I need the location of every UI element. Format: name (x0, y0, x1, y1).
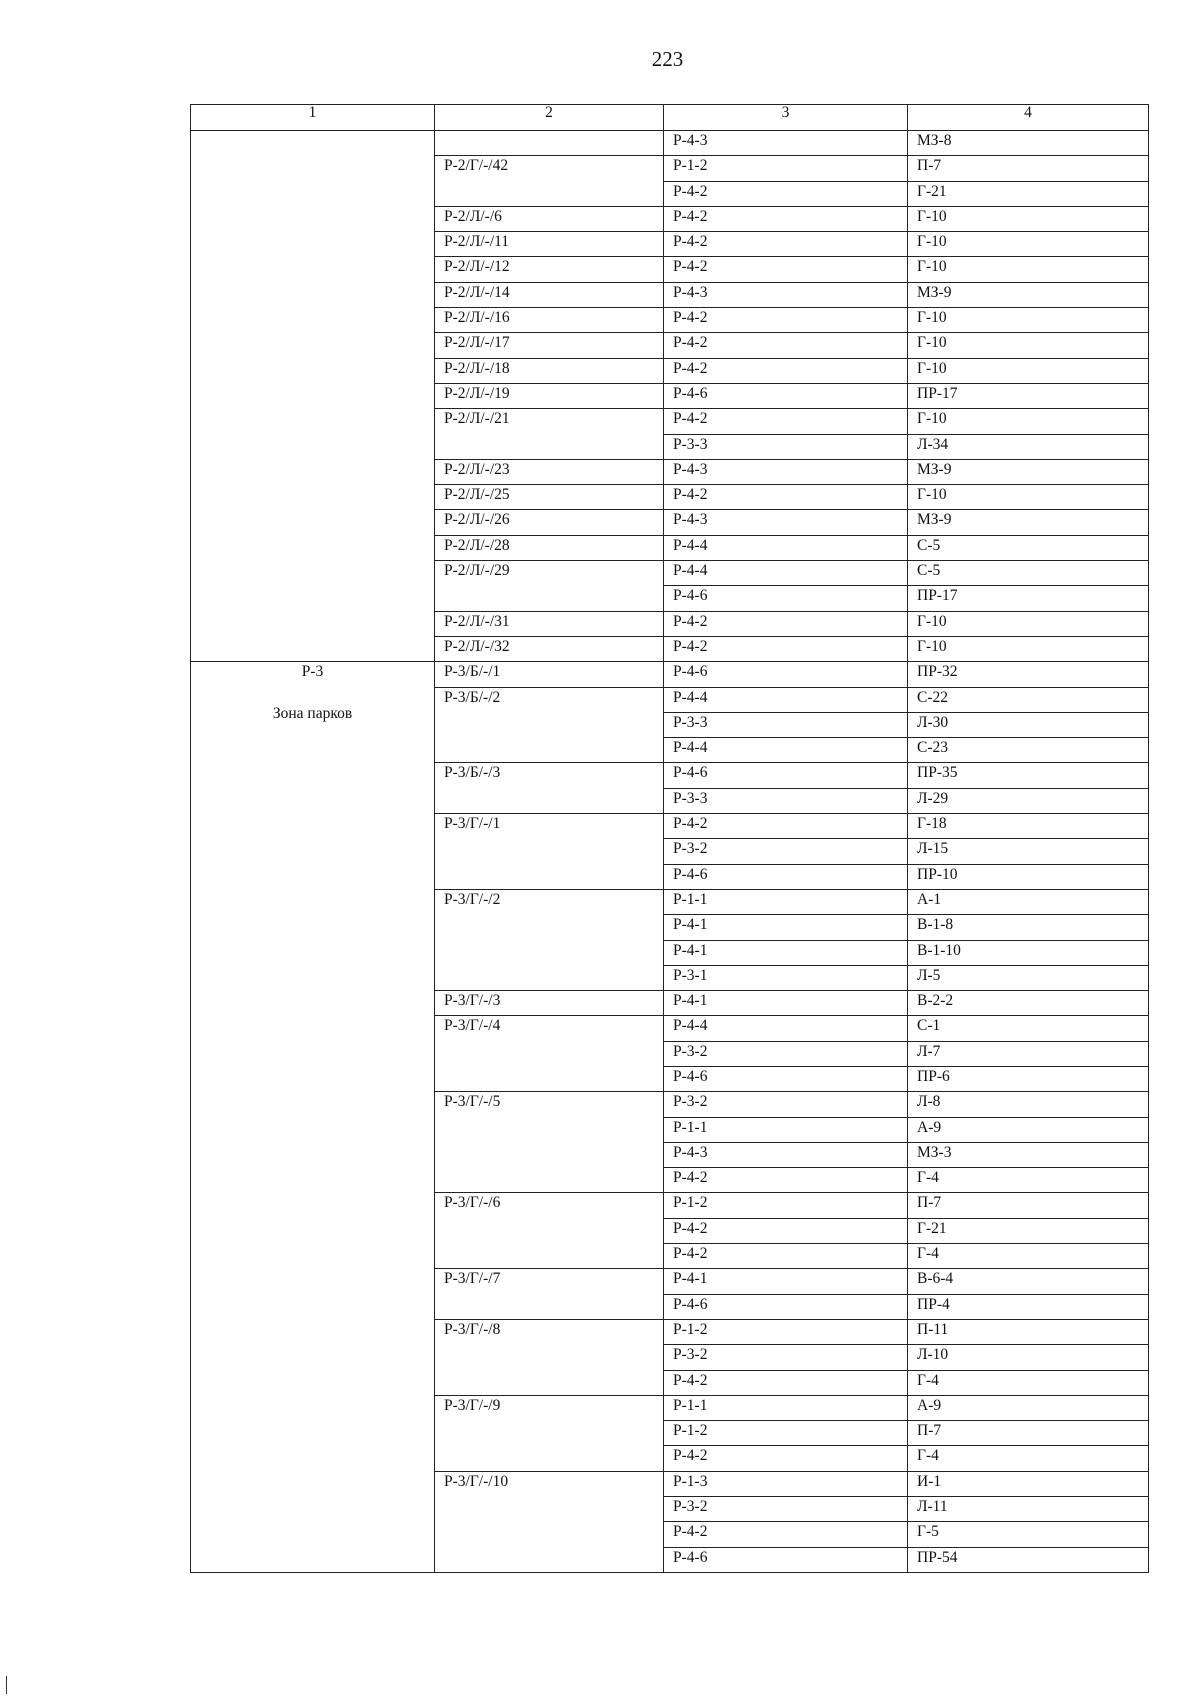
reference-code-cell: ПР-35 (908, 763, 1149, 788)
subzone-code-cell: Р-2/Л/-/16 (435, 308, 664, 333)
table-body (191, 131, 1149, 1573)
use-code-cell: Р-4-2 (664, 611, 908, 636)
use-code-cell: Р-4-6 (664, 864, 908, 889)
table-row (191, 662, 1149, 687)
reference-code-cell: Г-18 (908, 814, 1149, 839)
page-number: 223 (651, 47, 684, 71)
zone-name: Зона парков (272, 704, 353, 722)
use-code-cell: Р-4-2 (664, 257, 908, 282)
reference-code-cell: В-6-4 (908, 1269, 1149, 1294)
use-code-cell: Р-4-2 (664, 1168, 908, 1193)
subzone-code-cell: Р-3/Г/-/10 (435, 1471, 664, 1572)
reference-code-cell: ПР-32 (908, 662, 1149, 687)
reference-code-cell: В-1-8 (908, 915, 1149, 940)
reference-code-cell: Г-10 (908, 206, 1149, 231)
use-code-cell: Р-4-6 (664, 1066, 908, 1091)
reference-code-cell: П-7 (908, 156, 1149, 181)
reference-code-cell: МЗ-9 (908, 459, 1149, 484)
zone-cell (191, 662, 435, 1573)
subzone-code-cell: Р-2/Л/-/26 (435, 510, 664, 535)
use-code-cell: Р-4-2 (664, 1218, 908, 1243)
reference-code-cell: Г-4 (908, 1370, 1149, 1395)
reference-code-cell: Г-10 (908, 485, 1149, 510)
subzone-code-cell: Р-3/Б/-/2 (435, 687, 664, 763)
use-code-cell: Р-1-1 (664, 889, 908, 914)
subzone-code-cell: Р-2/Л/-/28 (435, 535, 664, 560)
use-code-cell: Р-4-6 (664, 662, 908, 687)
use-code-cell: Р-4-2 (664, 308, 908, 333)
use-code-cell: Р-4-2 (664, 333, 908, 358)
reference-code-cell: И-1 (908, 1471, 1149, 1496)
reference-code-cell: ПР-54 (908, 1547, 1149, 1572)
reference-code-cell: В-2-2 (908, 991, 1149, 1016)
reference-code-cell: МЗ-8 (908, 131, 1149, 156)
use-code-cell: Р-4-3 (664, 282, 908, 307)
reference-code-cell: Л-8 (908, 1092, 1149, 1117)
column-header-4: 4 (908, 105, 1149, 131)
reference-code-cell: С-22 (908, 687, 1149, 712)
reference-code-cell: Л-34 (908, 434, 1149, 459)
subzone-code-cell: Р-2/Л/-/25 (435, 485, 664, 510)
table-row (191, 131, 1149, 156)
use-code-cell: Р-4-1 (664, 1269, 908, 1294)
subzone-code-cell: Р-2/Л/-/14 (435, 282, 664, 307)
use-code-cell: Р-4-2 (664, 358, 908, 383)
use-code-cell: Р-4-4 (664, 1016, 908, 1041)
reference-code-cell: С-5 (908, 561, 1149, 586)
use-code-cell: Р-1-2 (664, 1421, 908, 1446)
table-header (191, 105, 1149, 131)
use-code-cell: Р-1-2 (664, 1319, 908, 1344)
use-code-cell: Р-3-2 (664, 1041, 908, 1066)
use-code-cell: Р-3-2 (664, 1345, 908, 1370)
subzone-code-cell: Р-3/Г/-/7 (435, 1269, 664, 1320)
subzone-code-cell: Р-2/Л/-/18 (435, 358, 664, 383)
reference-code-cell: П-7 (908, 1193, 1149, 1218)
reference-code-cell: Л-11 (908, 1497, 1149, 1522)
reference-code-cell: МЗ-9 (908, 510, 1149, 535)
reference-code-cell: В-1-10 (908, 940, 1149, 965)
use-code-cell: Р-4-2 (664, 181, 908, 206)
reference-code-cell: С-23 (908, 738, 1149, 763)
use-code-cell: Р-3-3 (664, 712, 908, 737)
subzone-code-cell: Р-2/Л/-/21 (435, 409, 664, 460)
use-code-cell: Р-4-2 (664, 1522, 908, 1547)
subzone-code-cell: Р-3/Г/-/8 (435, 1319, 664, 1395)
use-code-cell: Р-4-3 (664, 510, 908, 535)
use-code-cell: Р-4-1 (664, 915, 908, 940)
use-code-cell: Р-4-2 (664, 636, 908, 661)
reference-code-cell: Г-10 (908, 636, 1149, 661)
subzone-code-cell: Р-2/Л/-/11 (435, 232, 664, 257)
reference-code-cell: ПР-17 (908, 586, 1149, 611)
subzone-code-cell: Р-2/Л/-/6 (435, 206, 664, 231)
reference-code-cell: Л-30 (908, 712, 1149, 737)
reference-code-cell: Л-29 (908, 788, 1149, 813)
reference-code-cell: Г-10 (908, 333, 1149, 358)
use-code-cell: Р-3-2 (664, 1092, 908, 1117)
use-code-cell: Р-4-3 (664, 1142, 908, 1167)
use-code-cell: Р-4-1 (664, 940, 908, 965)
use-code-cell: Р-4-1 (664, 991, 908, 1016)
use-code-cell: Р-4-4 (664, 561, 908, 586)
reference-code-cell: П-7 (908, 1421, 1149, 1446)
reference-code-cell: Г-4 (908, 1244, 1149, 1269)
use-code-cell: Р-4-3 (664, 459, 908, 484)
use-code-cell: Р-1-2 (664, 1193, 908, 1218)
subzone-code-cell: Р-3/Б/-/1 (435, 662, 664, 687)
use-code-cell: Р-1-3 (664, 1471, 908, 1496)
reference-code-cell: ПР-10 (908, 864, 1149, 889)
subzone-code-cell: Р-2/Г/-/42 (435, 156, 664, 207)
reference-code-cell: Г-10 (908, 611, 1149, 636)
use-code-cell: Р-4-2 (664, 1244, 908, 1269)
reference-code-cell: С-1 (908, 1016, 1149, 1041)
subzone-code-cell: Р-2/Л/-/17 (435, 333, 664, 358)
subzone-code-cell: Р-2/Л/-/12 (435, 257, 664, 282)
reference-code-cell: ПР-6 (908, 1066, 1149, 1091)
use-code-cell: Р-4-4 (664, 687, 908, 712)
subzone-code-cell: Р-2/Л/-/29 (435, 561, 664, 612)
reference-code-cell: Г-10 (908, 358, 1149, 383)
reference-code-cell: ПР-17 (908, 383, 1149, 408)
use-code-cell: Р-4-2 (664, 409, 908, 434)
use-code-cell: Р-3-2 (664, 1497, 908, 1522)
subzone-code-cell: Р-2/Л/-/31 (435, 611, 664, 636)
zoning-table (190, 104, 1149, 1573)
subzone-code-cell: Р-3/Г/-/5 (435, 1092, 664, 1193)
reference-code-cell: МЗ-9 (908, 282, 1149, 307)
reference-code-cell: Г-21 (908, 1218, 1149, 1243)
reference-code-cell: Л-15 (908, 839, 1149, 864)
subzone-code-cell: Р-3/Б/-/3 (435, 763, 664, 814)
use-code-cell: Р-4-2 (664, 206, 908, 231)
use-code-cell: Р-1-1 (664, 1395, 908, 1420)
use-code-cell: Р-3-2 (664, 839, 908, 864)
reference-code-cell: Г-4 (908, 1446, 1149, 1471)
subzone-code-cell (435, 131, 664, 156)
subzone-code-cell: Р-3/Г/-/4 (435, 1016, 664, 1092)
subzone-code-cell: Р-3/Г/-/1 (435, 814, 664, 890)
use-code-cell: Р-4-6 (664, 586, 908, 611)
column-header-1: 1 (191, 105, 435, 131)
reference-code-cell: ПР-4 (908, 1294, 1149, 1319)
zone-cell (191, 131, 435, 662)
use-code-cell: Р-4-3 (664, 131, 908, 156)
scan-edge-mark (6, 1676, 7, 1694)
use-code-cell: Р-4-2 (664, 1370, 908, 1395)
reference-code-cell: Г-4 (908, 1168, 1149, 1193)
reference-code-cell: А-9 (908, 1395, 1149, 1420)
subzone-code-cell: Р-3/Г/-/9 (435, 1395, 664, 1471)
use-code-cell: Р-4-4 (664, 738, 908, 763)
reference-code-cell: Л-5 (908, 965, 1149, 990)
reference-code-cell: Л-10 (908, 1345, 1149, 1370)
column-header-3: 3 (664, 105, 908, 131)
subzone-code-cell: Р-3/Г/-/3 (435, 991, 664, 1016)
reference-code-cell: А-9 (908, 1117, 1149, 1142)
subzone-code-cell: Р-3/Г/-/2 (435, 889, 664, 990)
subzone-code-cell: Р-2/Л/-/23 (435, 459, 664, 484)
subzone-code-cell: Р-2/Л/-/32 (435, 636, 664, 661)
reference-code-cell: С-5 (908, 535, 1149, 560)
zone-code: Р-3 (301, 663, 324, 681)
use-code-cell: Р-1-2 (664, 156, 908, 181)
subzone-code-cell: Р-3/Г/-/6 (435, 1193, 664, 1269)
use-code-cell: Р-3-1 (664, 965, 908, 990)
reference-code-cell: Г-10 (908, 409, 1149, 434)
use-code-cell: Р-4-6 (664, 1294, 908, 1319)
use-code-cell: Р-4-4 (664, 535, 908, 560)
subzone-code-cell: Р-2/Л/-/19 (435, 383, 664, 408)
use-code-cell: Р-4-2 (664, 232, 908, 257)
reference-code-cell: Г-10 (908, 257, 1149, 282)
use-code-cell: Р-4-2 (664, 485, 908, 510)
reference-code-cell: Г-10 (908, 232, 1149, 257)
reference-code-cell: Г-5 (908, 1522, 1149, 1547)
reference-code-cell: Г-21 (908, 181, 1149, 206)
reference-code-cell: Л-7 (908, 1041, 1149, 1066)
reference-code-cell: МЗ-3 (908, 1142, 1149, 1167)
use-code-cell: Р-3-3 (664, 788, 908, 813)
use-code-cell: Р-4-6 (664, 1547, 908, 1572)
use-code-cell: Р-4-2 (664, 814, 908, 839)
use-code-cell: Р-1-1 (664, 1117, 908, 1142)
column-header-2: 2 (435, 105, 664, 131)
reference-code-cell: Г-10 (908, 308, 1149, 333)
use-code-cell: Р-3-3 (664, 434, 908, 459)
use-code-cell: Р-4-6 (664, 383, 908, 408)
use-code-cell: Р-4-2 (664, 1446, 908, 1471)
use-code-cell: Р-4-6 (664, 763, 908, 788)
reference-code-cell: А-1 (908, 889, 1149, 914)
reference-code-cell: П-11 (908, 1319, 1149, 1344)
